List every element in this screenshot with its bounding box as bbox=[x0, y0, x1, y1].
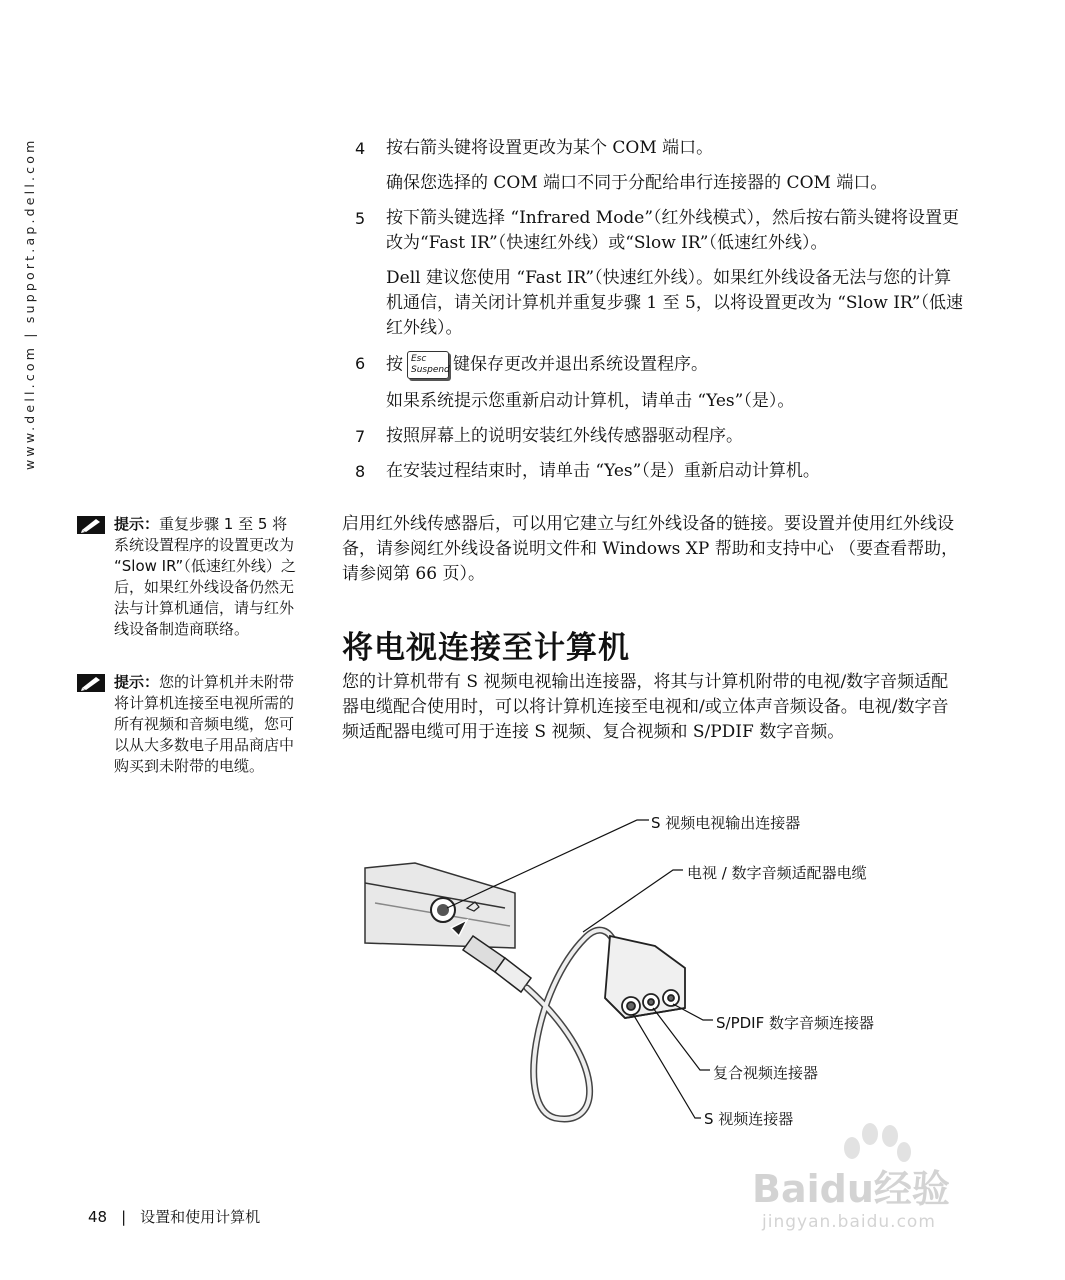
footer-separator: | bbox=[121, 1208, 127, 1226]
key-top-label: Esc bbox=[411, 354, 427, 364]
watermark-brand: Baidu经验 bbox=[752, 1167, 950, 1211]
step-number: 8 bbox=[355, 462, 366, 481]
step-text: 在安装过程结束时，请单击 “Yes”（是）重新启动计算机。 bbox=[386, 461, 820, 481]
step-7 bbox=[355, 424, 965, 449]
step-8 bbox=[355, 459, 965, 484]
step-number: 7 bbox=[355, 427, 366, 446]
pencil-note-icon bbox=[77, 674, 105, 692]
page-number: 48 bbox=[88, 1208, 108, 1226]
watermark-url: jingyan.baidu.com bbox=[762, 1212, 936, 1232]
callout-composite: 复合视频连接器 bbox=[713, 1064, 819, 1082]
step-number: 5 bbox=[355, 209, 366, 228]
callout-svideo: S 视频连接器 bbox=[704, 1110, 794, 1128]
callout-spdif: S/PDIF 数字音频连接器 bbox=[716, 1014, 874, 1032]
step-subtext: 确保您选择的 COM 端口不同于分配给串行连接器的 COM 端口。 bbox=[386, 173, 888, 193]
step-text: 按下箭头键选择 “Infrared Mode”（红外线模式），然后按右箭头键将设置更改为“Fast IR”（快速红外线）或“Slow IR”（低速红外线）。 bbox=[386, 208, 960, 253]
step-number: 4 bbox=[355, 139, 366, 158]
page-footer bbox=[88, 1206, 260, 1227]
callout-adapter-cable: 电视 / 数字音频适配器电缆 bbox=[687, 864, 867, 882]
step-text: 按照屏幕上的说明安装红外线传感器驱动程序。 bbox=[386, 426, 743, 446]
note-1 bbox=[77, 514, 299, 640]
note-label: 提示： bbox=[114, 673, 160, 691]
step-text bbox=[386, 351, 965, 379]
step-subtext: 如果系统提示您重新启动计算机，请单击 “Yes”（是）。 bbox=[386, 391, 795, 411]
key-bottom-label: Suspend bbox=[411, 365, 450, 375]
step-list bbox=[355, 136, 965, 494]
section-paragraph: 您的计算机带有 S 视频电视输出连接器，将其与计算机附带的电视/数字音频适配器电缆配合使用时，可以将计算机连接至电视和/或立体声音频设备。电视/数字音频适配器电缆可用于连接 S 视频、复合视频和 S/PDIF 数字音频。 bbox=[342, 672, 949, 742]
chapter-title: 设置和使用计算机 bbox=[140, 1208, 261, 1226]
tv-connection-figure bbox=[355, 808, 995, 1138]
step-5 bbox=[355, 206, 965, 341]
step-text-before: 按 bbox=[386, 354, 403, 375]
pencil-note-icon bbox=[77, 516, 105, 534]
note-label: 提示： bbox=[114, 515, 160, 533]
note-2 bbox=[77, 672, 299, 777]
section-heading: 将电视连接至计算机 bbox=[342, 630, 630, 666]
svideo-tv-out-port-icon bbox=[431, 898, 455, 922]
sidebar-url: www.dell.com | support.ap.dell.com bbox=[22, 137, 37, 470]
baidu-watermark bbox=[752, 1120, 1012, 1240]
esc-suspend-key-icon bbox=[407, 351, 449, 379]
step-subtext: Dell 建议您使用 “Fast IR”（快速红外线）。如果红外线设备无法与您的计算机通信，请关闭计算机并重复步骤 1 至 5，以将设置更改为 “Slow IR”（低速红外线）。 bbox=[386, 268, 963, 338]
note-text: 您的计算机并未附带将计算机连接至电视所需的所有视频和音频电缆，您可以从大多数电子用品商店中购买到未附带的电缆。 bbox=[114, 673, 295, 775]
step-text: 按右箭头键将设置更改为某个 COM 端口。 bbox=[386, 138, 714, 158]
note-text: 重复步骤 1 至 5 将系统设置程序的设置更改为 “Slow IR”（低速红外线）之后，如果红外线设备仍然无法与计算机通信，请与红外线设备制造商联络。 bbox=[114, 515, 296, 638]
step-number: 6 bbox=[355, 354, 366, 373]
tv-adapter-illustration bbox=[355, 808, 995, 1138]
callout-svideo-tv-out: S 视频电视输出连接器 bbox=[651, 814, 801, 832]
step-4 bbox=[355, 136, 965, 196]
step-6 bbox=[355, 351, 965, 414]
closing-paragraph: 启用红外线传感器后，可以用它建立与红外线设备的链接。要设置并使用红外线设备，请参阅红外线设备说明文件和 Windows XP 帮助和支持中心 （要查看帮助，请参阅第 66 页）。 bbox=[342, 514, 959, 584]
step-text-after: 键保存更改并退出系统设置程序。 bbox=[453, 354, 708, 375]
